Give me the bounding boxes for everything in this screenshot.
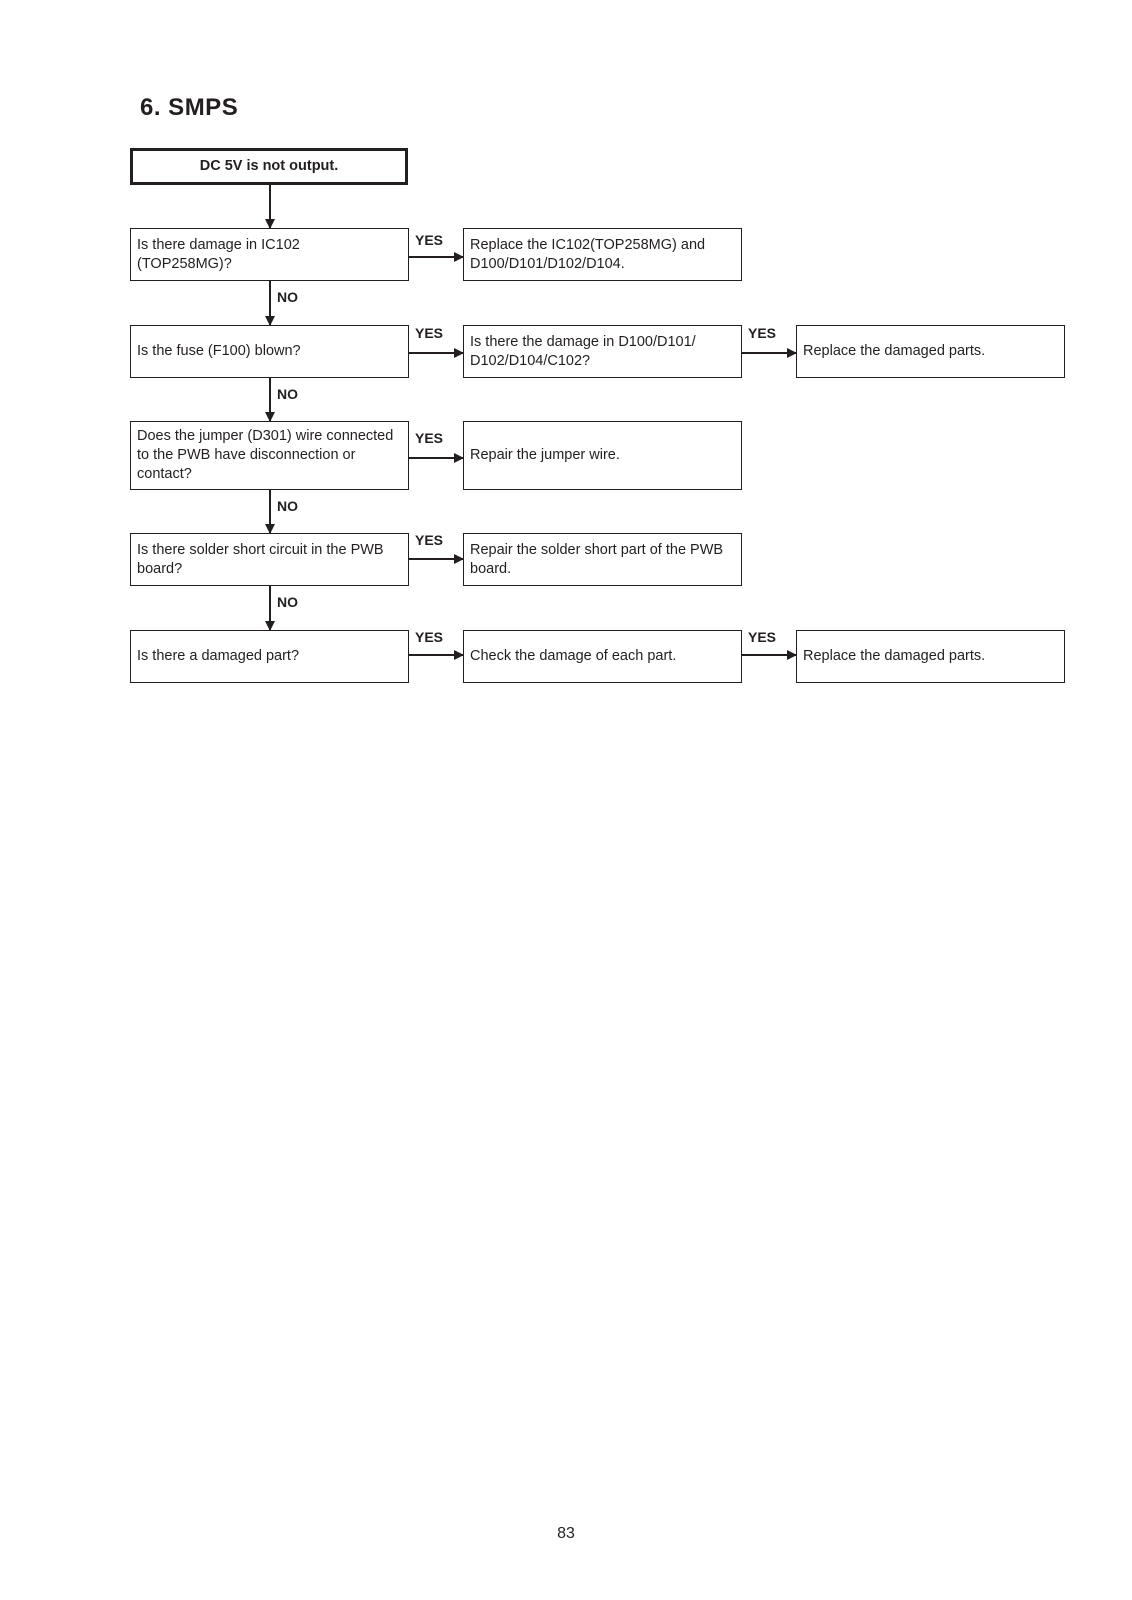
no-label-4: NO <box>277 594 298 610</box>
action-box-4: Repair the solder short part of the PWB board. <box>463 533 742 586</box>
yes-label-2b: YES <box>748 325 777 341</box>
question-box-4: Is there solder short circuit in the PWB board? <box>130 533 409 586</box>
start-box: DC 5V is not output. <box>130 148 408 185</box>
yes-label-1: YES <box>415 232 444 248</box>
action-box-3: Repair the jumper wire. <box>463 421 742 490</box>
question-box-2: Is the fuse (F100) blown? <box>130 325 409 378</box>
question-box-3: Does the jumper (D301) wire connected to the PWB have disconnection or contact? <box>130 421 409 490</box>
action-box-2: Is there the damage in D100/D101/ D102/D104/C102? <box>463 325 742 378</box>
yes-label-2: YES <box>415 325 444 341</box>
action-box-1: Replace the IC102(TOP258MG) and D100/D101/D102/D104. <box>463 228 742 281</box>
question-box-1: Is there damage in IC102 (TOP258MG)? <box>130 228 409 281</box>
yes-label-5b: YES <box>748 629 777 645</box>
question-box-5: Is there a damaged part? <box>130 630 409 683</box>
page-number: 83 <box>557 1525 575 1542</box>
no-label-3: NO <box>277 498 298 514</box>
yes-label-4: YES <box>415 532 444 548</box>
action-box-5: Check the damage of each part. <box>463 630 742 683</box>
page-title: 6. SMPS <box>140 94 239 121</box>
followup-box-2: Replace the damaged parts. <box>796 325 1065 378</box>
followup-box-5: Replace the damaged parts. <box>796 630 1065 683</box>
no-label-1: NO <box>277 289 298 305</box>
yes-label-3: YES <box>415 430 444 446</box>
yes-label-5: YES <box>415 629 444 645</box>
no-label-2: NO <box>277 386 298 402</box>
